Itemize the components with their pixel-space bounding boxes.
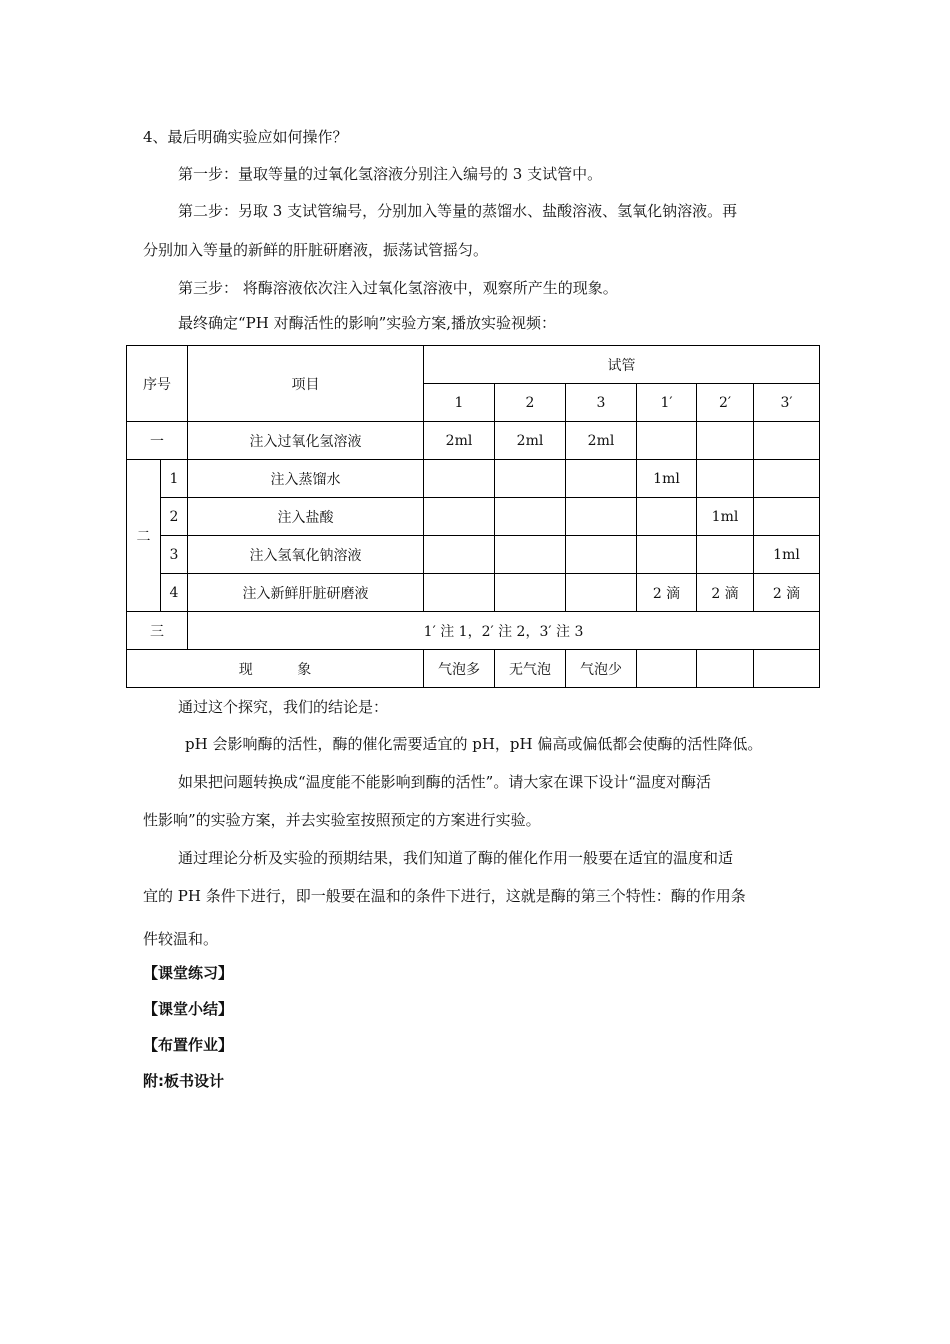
- row-item: 注入新鲜肝脏研磨液: [188, 574, 424, 612]
- paragraph-q4: 4、最后明确实验应如何操作？: [143, 128, 348, 146]
- cell: 2ml: [566, 422, 637, 460]
- table-row: [127, 650, 820, 688]
- table-row: [127, 612, 820, 650]
- cell: [697, 460, 754, 498]
- cell: 2 滴: [697, 574, 754, 612]
- cell: [637, 498, 697, 536]
- row-no: 三: [127, 612, 188, 650]
- cell: [424, 498, 495, 536]
- cell: [754, 422, 820, 460]
- row-item: 注入氢氧化钠溶液: [188, 536, 424, 574]
- tube-label: 2: [495, 384, 566, 422]
- heading-practice: 【课堂练习】: [143, 964, 234, 982]
- header-no: 序号: [127, 346, 188, 422]
- group-no: 二: [127, 460, 161, 612]
- paragraph-theory-line1: 通过理论分析及实验的预期结果，我们知道了酶的催化作用一般要在适宜的温度和适: [178, 849, 734, 867]
- cell: [495, 574, 566, 612]
- cell: [754, 650, 820, 688]
- cell: 1ml: [754, 536, 820, 574]
- cell: 1ml: [637, 460, 697, 498]
- header-tubes: 试管: [424, 346, 820, 384]
- cell: 1ml: [697, 498, 754, 536]
- table-row: [127, 460, 820, 498]
- row-merged-text: 1′ 注 1，2′ 注 2，3′ 注 3: [188, 612, 820, 650]
- row-item: 注入盐酸: [188, 498, 424, 536]
- paragraph-step1: 第一步：量取等量的过氧化氢溶液分别注入编号的 3 支试管中。: [178, 165, 603, 183]
- cell: [495, 536, 566, 574]
- cell: [424, 574, 495, 612]
- cell: 气泡少: [566, 650, 637, 688]
- paragraph-conclusion-intro: 通过这个探究，我们的结论是：: [178, 698, 389, 716]
- cell: 2ml: [424, 422, 495, 460]
- cell: [495, 498, 566, 536]
- paragraph-theory-line2: 宜的 PH 条件下进行，即一般要在温和的条件下进行，这就是酶的第三个特性：酶的作用条: [143, 887, 746, 905]
- cell: [495, 460, 566, 498]
- table-row: [127, 498, 820, 536]
- heading-homework: 【布置作业】: [143, 1036, 234, 1054]
- sub-no: 2: [161, 498, 188, 536]
- cell: 2 滴: [754, 574, 820, 612]
- sub-no: 4: [161, 574, 188, 612]
- cell: [637, 422, 697, 460]
- cell: [566, 574, 637, 612]
- paragraph-step3: 第三步： 将酶溶液依次注入过氧化氢溶液中，观察所产生的现象。: [178, 279, 618, 297]
- paragraph-step2-line2: 分别加入等量的新鲜的肝脏研磨液，振荡试管摇匀。: [143, 241, 489, 259]
- cell: 2 滴: [637, 574, 697, 612]
- cell: [637, 536, 697, 574]
- heading-summary: 【课堂小结】: [143, 1000, 234, 1018]
- paragraph-temperature-line2: 性影响”的实验方案，并去实验室按照预定的方案进行实验。: [143, 811, 541, 829]
- cell: [697, 422, 754, 460]
- cell: [697, 650, 754, 688]
- cell: [424, 536, 495, 574]
- row-item: 注入蒸馏水: [188, 460, 424, 498]
- paragraph-conclusion: pH 会影响酶的活性，酶的催化需要适宜的 pH，pH 偏高或偏低都会使酶的活性降低。: [185, 735, 763, 753]
- cell: [637, 650, 697, 688]
- row-item: 注入过氧化氢溶液: [188, 422, 424, 460]
- paragraph-step2-line1: 第二步：另取 3 支试管编号，分别加入等量的蒸馏水、盐酸溶液、氢氧化钠溶液。再: [178, 202, 738, 220]
- tube-label: 1′: [637, 384, 697, 422]
- tube-label: 3′: [754, 384, 820, 422]
- cell: 2ml: [495, 422, 566, 460]
- row-no: 一: [127, 422, 188, 460]
- experiment-table: [126, 345, 820, 688]
- cell: [754, 498, 820, 536]
- sub-no: 1: [161, 460, 188, 498]
- header-item: 项目: [188, 346, 424, 422]
- table-row: [127, 536, 820, 574]
- table-row: [127, 574, 820, 612]
- tube-label: 1: [424, 384, 495, 422]
- tube-label: 2′: [697, 384, 754, 422]
- phenomenon-label: 现 象: [127, 650, 424, 688]
- cell: [566, 460, 637, 498]
- cell: 气泡多: [424, 650, 495, 688]
- paragraph-temperature-line1: 如果把问题转换成“温度能不能影响到酶的活性”。请大家在课下设计“温度对酶活: [178, 773, 712, 791]
- table-row: [127, 422, 820, 460]
- cell: [566, 498, 637, 536]
- paragraph-final: 最终确定“PH 对酶活性的影响”实验方案,播放实验视频：: [178, 314, 557, 332]
- cell: [424, 460, 495, 498]
- cell: [566, 536, 637, 574]
- cell: [697, 536, 754, 574]
- tube-label: 3: [566, 384, 637, 422]
- sub-no: 3: [161, 536, 188, 574]
- cell: 无气泡: [495, 650, 566, 688]
- cell: [754, 460, 820, 498]
- paragraph-theory-line3: 件较温和。: [143, 930, 219, 948]
- heading-board-design: 附:板书设计: [143, 1072, 224, 1090]
